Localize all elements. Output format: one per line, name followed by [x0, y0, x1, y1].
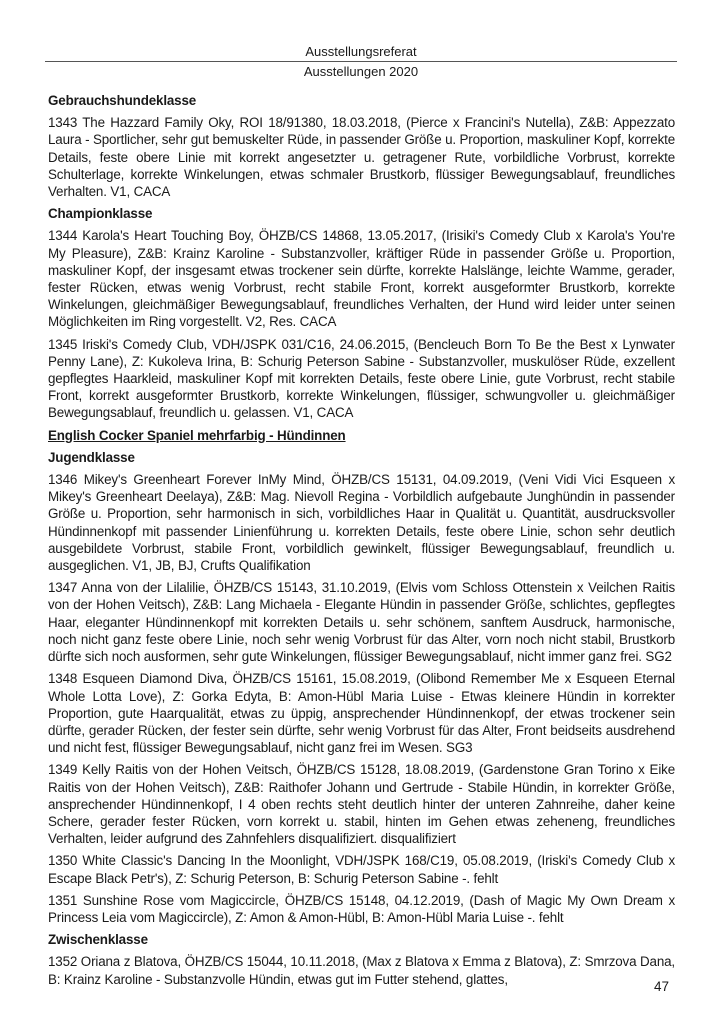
breed-heading: English Cocker Spaniel mehrfarbig - Hündinnen [48, 427, 346, 443]
header-title: Ausstellungsreferat [305, 44, 417, 59]
entry-1349: 1349 Kelly Raitis von der Hohen Veitsch, ÖHZB/CS 15128, 18.08.2019, (Gardenstone Gran Torino x Eike Raitis von der Hohen Veitsch), Z&B: Raithofer Johann und Gertrude - Stabile Hündin, in korrekter Größe, ansprechender Hündinnenkopf, I 4 oben rechts steht deutlich hinter der unteren Zahnreihe, daher keine Schere, gerader fester Rücken, vorn korrekt u. stabil, hinten im Gehen etwas zeheneng, freundliches Verhalten, leider aufgrund des Zahnfehlers disqualifiziert. disqualifiziert [48, 762, 675, 847]
entry-1346: 1346 Mikey's Greenheart Forever InMy Mind, ÖHZB/CS 15131, 04.09.2019, (Veni Vidi Vici Esqueen x Mikey's Greenheart Deelaya), Z&B: Mag. Nievoll Regina - Vorbildlich aufgebaute Junghündin in passender Größe u. Proportion, sehr harmonisch in sich, vorbildliches Haar in Qualität u. Quantität, ausdrucksvoller Hündinnenkopf mit passender Linienführung u. korrekten Details, feste obere Linie, schon sehr deutlich ausgebildete Vorbrust, stabile Front, vorbildlich gewinkelt, flüssiger Bewegungsablauf, freundlich u. ausgeglichen. V1, JB, BJ, Crufts Qualifikation [48, 472, 675, 574]
class-heading-championklasse: Championklasse [48, 206, 153, 222]
document-body [48, 92, 675, 993]
entry-1351: 1351 Sunshine Rose vom Magiccircle, ÖHZB/CS 15148, 04.12.2019, (Dash of Magic My Own Dream x Princess Leia vom Magiccircle), Z: Amon & Amon-Hübl, B: Amon-Hübl Maria Luise -. fehlt [48, 892, 675, 925]
page-number: 47 [653, 979, 669, 994]
class-heading-zwischenklasse: Zwischenklasse [48, 932, 148, 948]
entry-1352: 1352 Oriana z Blatova, ÖHZB/CS 15044, 10.11.2018, (Max z Blatova x Emma z Blatova), Z: Smrzova Dana, B: Krainz Karoline - Substanzvolle Hündin, etwas gut im Futter stehend, glattes, [48, 954, 675, 987]
entry-1348: 1348 Esqueen Diamond Diva, ÖHZB/CS 15161, 15.08.2019, (Olibond Remember Me x Esqueen Eternal Whole Lotta Love), Z: Gorka Edyta, B: Amon-Hübl Maria Luise - Etwas kleinere Hündin in korrekter Proportion, gute Haarqualität, etwas zu üppig, ansprechender Hündinnenkopf, der etwas trockener sein dürfte, gerader Rücken, der fester sein dürfte, sehr wenig Vorbrust für das Alter, Front beidseits ausdrehend und nicht fest, flüssiger Bewegungsablauf, nicht ganz frei im Wesen. SG3 [48, 671, 675, 756]
entry-1345: 1345 Iriski's Comedy Club, VDH/JSPK 031/C16, 24.06.2015, (Bencleuch Born To Be the Best x Lynwater Penny Lane), Z: Kukoleva Irina, B: Schurig Peterson Sabine - Substanzvoller, muskulöser Rüde, exzellent gepflegtes Haarkleid, maskuliner Kopf mit korrekten Details, feste obere Linie, gute Vorbrust, recht stabile Front, korrekt ausgeformter Brustkorb, korrekte Winkelungen, flüssiger, schwungvoller u. gleichmäßiger Bewegungsablauf, freundlich u. gelassen. V1, CACA [48, 336, 675, 421]
page-header [45, 44, 677, 80]
header-divider [45, 61, 677, 62]
entry-1350: 1350 White Classic's Dancing In the Moonlight, VDH/JSPK 168/C19, 05.08.2019, (Iriski's Comedy Club x Escape Black Petr's), Z: Schurig Peterson, B: Schurig Peterson Sabine -. fehlt [48, 853, 675, 886]
header-subtitle: Ausstellungen 2020 [303, 64, 419, 79]
class-heading-gebrauchshundeklasse: Gebrauchshundeklasse [48, 93, 197, 108]
entry-1344: 1344 Karola's Heart Touching Boy, ÖHZB/CS 14868, 13.05.2017, (Irisiki's Comedy Club x Karola's You're My Pleasure), Z&B: Krainz Karoline - Substanzvoller, kräftiger Rüde in passender Größe u. Proportion, maskuliner Kopf, der insgesamt etwas trockener sein dürfte, korrekte Halslänge, leichte Wamme, gerader, fester Rücken, etwas wenig Vorbrust, recht stabile Front, korrekt ausgeformter Brustkorb, korrekte Winkelungen, gleichmäßiger Bewegungsablauf, freundliches Verhalten, der Hund wird leider unter seinen Möglichkeiten im Ring vorgestellt. V2, Res. CACA [48, 228, 675, 330]
class-heading-jugendklasse: Jugendklasse [48, 449, 135, 465]
entry-1343: 1343 The Hazzard Family Oky, ROI 18/91380, 18.03.2018, (Pierce x Francini's Nutella), Z&B: Appezzato Laura - Sportlicher, sehr gut bemuskelter Rüde, in passender Größe u. Proportion, maskuliner Kopf, korrekte Details, feste obere Linie mit korrekt angesetzter u. getragener Rute, vorbildliche Vorbrust, korrekte Schulterlage, korrekte Winkelungen, etwas schmaler Brustkorb, flüssiger Bewegungsablauf, freundliches Verhalten. V1, CACA [48, 115, 676, 200]
entry-1347: 1347 Anna von der Lilalilie, ÖHZB/CS 15143, 31.10.2019, (Elvis vom Schloss Ottenstein x Veilchen Raitis von der Hohen Veitsch), Z&B: Lang Michaela - Elegante Hündin in passender Größe, schlichtes, gepflegtes Haar, eleganter Hündinnenkopf mit korrekten Details u. sehr schönem, sanftem Ausdruck, harmonische, noch nicht ganz feste obere Linie, noch sehr wenig Vorbrust für das Alter, vorn noch nicht stabil, Brustkorb dürfte sich noch ausformen, sehr gute Winkelungen, flüssiger Bewegungsablauf, nicht immer ganz frei. SG2 [48, 580, 675, 665]
